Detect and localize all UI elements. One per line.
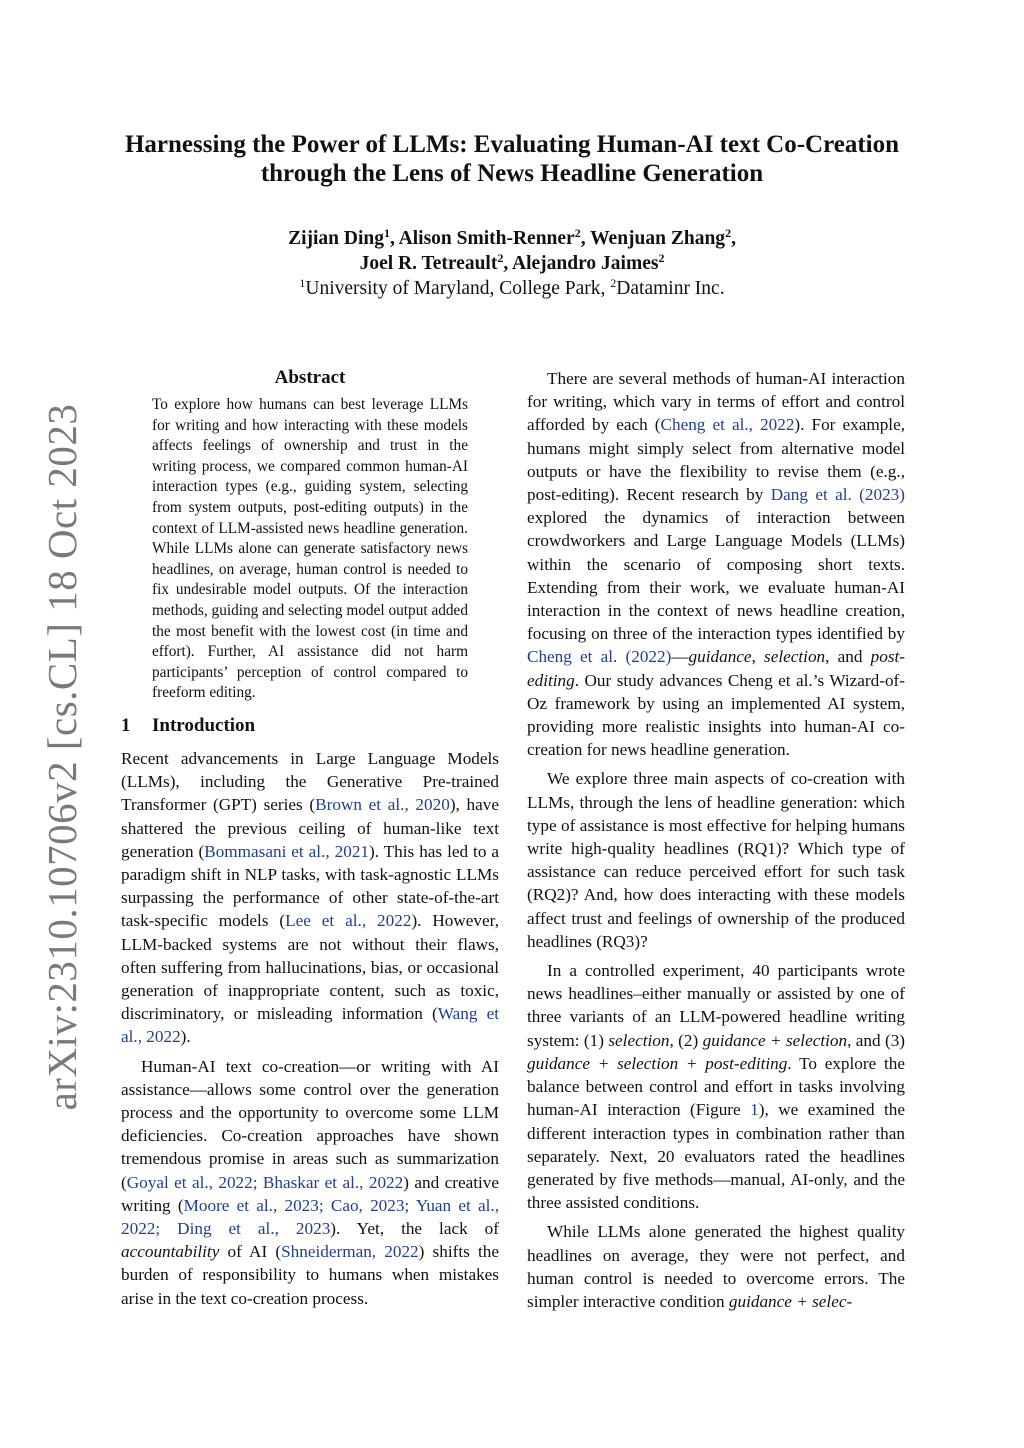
text-run: ). [180, 1027, 191, 1047]
affiliation-marker: 1 [299, 276, 306, 290]
section-title: Introduction [152, 714, 256, 736]
abstract-heading: Abstract [274, 367, 346, 388]
citation-separator: ; [155, 1218, 178, 1238]
text-run: In a controlled experiment, 40 participants wrote news headlines–either manually or assisted by one of three variants of an LLM-powered headline writing system: (1) [527, 961, 905, 1050]
left-column [121, 367, 499, 1316]
text-run: Human-AI text co-creation—or writing with AI assistance—allows some control over the generation process and the opportunity to overcome some LLM deficiencies. Co-creation approaches have shown tremendous promise in areas such as summarization ( [121, 1056, 499, 1192]
emphasis: guidance + selec- [728, 1291, 853, 1311]
citation-link[interactable]: Bhaskar et al., 2022 [262, 1172, 404, 1192]
citation-link[interactable]: Ding et al., 2023 [177, 1218, 331, 1238]
citation-link[interactable]: Shneiderman, 2022 [281, 1242, 419, 1262]
text-run: , and (3) [847, 1030, 906, 1050]
text-run: ), have shattered the previous ceiling of human-like text generation ( [121, 795, 499, 861]
body-paragraph-3 [527, 959, 905, 1214]
affiliation-marker: 2 [497, 251, 504, 265]
intro-paragraph-1 [121, 747, 499, 1049]
text-run: Recent advancements in Large Language Models (LLMs), including the Generative Pre-trained Transformer (GPT) series ( [121, 748, 499, 815]
body-paragraph-4 [527, 1220, 905, 1313]
text-run: While LLMs alone generated the highest quality headlines on average, they were not perfect, and human control is needed to overcome errors. The simpler interactive condition [527, 1222, 905, 1311]
citation-link[interactable]: Cao, 2023 [330, 1195, 405, 1215]
emphasis: guidance [688, 647, 752, 667]
text-run: , (2) [669, 1030, 703, 1050]
abstract-text: To explore how humans can best leverage LLMs for writing and how interacting with these models affects feelings of ownership and trust in the writing process, we compared common human-AI interaction types (e.g., guiding system, selecting from system outputs, post-editing outputs) in the context of LLM-assisted news headline generation. While LLMs alone can generate satisfactory news headlines, on average, human control is needed to fix undesirable model outputs. Of the interaction methods, guiding and selecting model output added the most benefit with the lowest cost (in time and effort). Further, AI assistance did not harm participants’ perception of control compared to freeform editing. [152, 396, 468, 702]
text-run: ). For example, humans might simply select from alternative model outputs or have the flexibility to revise them (e.g., post-editing). Recent research by [527, 415, 905, 505]
affiliation-marker: 2 [610, 276, 617, 290]
text-run: , and [825, 647, 871, 667]
citation-link[interactable]: Cheng et al., 2022 [660, 415, 795, 435]
arxiv-identifier: arXiv:2310.10706v2 [cs.CL] 18 Oct 2023 [39, 403, 85, 1111]
citation-link[interactable]: Wang et al., 2022 [121, 1004, 499, 1047]
citation-separator: ; [404, 1195, 416, 1215]
emphasis: guidance + selection [702, 1030, 848, 1050]
text-run: , [751, 647, 765, 667]
citation-link[interactable]: Cheng et al. (2022) [527, 647, 672, 667]
body-paragraph-2: We explore three main aspects of co-creation with LLMs, through the lens of headline generation: which type of assistance is most effective for helping humans write high-quality headlines (RQ1)? Which type of assistance can reduce perceived effort for such task (RQ2)? And, how does interacting with these models affect trust and feelings of ownership of the produced headlines (RQ3)? [527, 769, 905, 951]
citation-link[interactable]: Brown et al., 2020 [315, 795, 450, 815]
citation-separator: ; [318, 1195, 331, 1215]
title-line-2: through the Lens of News Headline Generation [260, 160, 764, 187]
emphasis: guidance + selection + post-editing [527, 1053, 788, 1073]
affiliation-1: University of Maryland, College Park, [305, 278, 611, 299]
affiliation-2: Dataminr Inc. [616, 278, 725, 299]
emphasis: accountability [121, 1242, 220, 1262]
section-number: 1 [121, 714, 131, 736]
text-run: explored the dynamics of interaction between crowdworkers and Large Language Models (LLMs) within the scenario of composing short texts. Extending from their work, we evaluate human-AI interaction in the context of news headline creation, focusing on three of the interaction types identified by [527, 508, 905, 644]
author-names-line-1: Zijian Ding$^1$, Alison Smith-Renner$^2$, Wenjuan Zhang$^2$, [288, 226, 736, 249]
author-name: Joel R. Tetreault [359, 253, 498, 274]
text-run: ), we examined the different interaction types in combination rather than separately. Next, 20 evaluators rated the headlines generated by five methods—manual, AI-only, and the three assisted conditions. [527, 1100, 906, 1213]
text-run: ). However, LLM-backed systems are not without their flaws, often suffering from hallucinations, bias, or occasional generation of inappropriate content, such as toxic, discriminatory, or misleading information ( [121, 911, 499, 1024]
emphasis: selection [764, 647, 826, 667]
text-run: . To explore the balance between control and effort in tasks involving human-AI interaction (Figure [527, 1053, 905, 1120]
citation-link[interactable]: Bommasani et al., 2021 [204, 841, 370, 861]
text-run: ) shifts the burden of responsibility to humans when mistakes arise in the text co-creation process. [121, 1242, 499, 1308]
emphasis: post-editing [527, 647, 905, 690]
author-name: Alison Smith-Renner [398, 228, 575, 249]
emphasis: selection [608, 1030, 670, 1050]
text-run: ) and creative writing ( [121, 1172, 499, 1215]
text-run: . Our study advances Cheng et al.’s Wizard-of-Oz framework by using an implemented AI system, providing more realistic insights into human-AI co-creation for news headline generation. [527, 670, 905, 760]
intro-paragraph-2 [121, 1055, 499, 1310]
author-name: Wenjuan Zhang [590, 228, 726, 249]
author-name: Zijian Ding [288, 228, 384, 249]
author-block [150, 226, 874, 301]
text-run: — [671, 647, 689, 667]
citation-link[interactable]: Goyal et al., 2022 [126, 1172, 253, 1192]
citation-link[interactable]: Lee et al., 2022 [285, 911, 412, 931]
citation-link[interactable]: Moore et al., 2023 [183, 1195, 319, 1215]
citation-link[interactable]: Yuan et al., 2022 [121, 1195, 499, 1238]
figure-reference-link[interactable]: 1 [750, 1100, 759, 1120]
affiliation-marker: 2 [574, 226, 581, 240]
section-heading-introduction [121, 714, 499, 738]
text-run: ). Yet, the lack of [330, 1218, 499, 1238]
text-run: of AI ( [219, 1242, 282, 1262]
author-names-line-2: Joel R. Tetreault$^2$, Alejandro Jaimes$^2$ [359, 251, 665, 274]
author-name: Alejandro Jaimes [512, 253, 659, 274]
text-run: ). This has led to a paradigm shift in NLP tasks, with task-agnostic LLMs surpassing the performance of other state-of-the-art task-specific models ( [121, 841, 499, 931]
affiliations [150, 276, 874, 301]
right-column [527, 367, 905, 1319]
text-run: There are several methods of human-AI interaction for writing, which vary in terms of effort and control afforded by each ( [527, 369, 905, 435]
citation-separator: ; [252, 1172, 263, 1192]
affiliation-marker: 2 [725, 226, 732, 240]
title-line-1: Harnessing the Power of LLMs: Evaluating Human-AI text Co-Creation [124, 131, 900, 158]
affiliation-marker: 1 [383, 226, 390, 240]
citation-link[interactable]: Dang et al. (2023) [770, 485, 905, 505]
body-paragraph-1 [527, 367, 905, 761]
paper-title [100, 130, 924, 188]
affiliation-marker: 2 [658, 251, 665, 265]
